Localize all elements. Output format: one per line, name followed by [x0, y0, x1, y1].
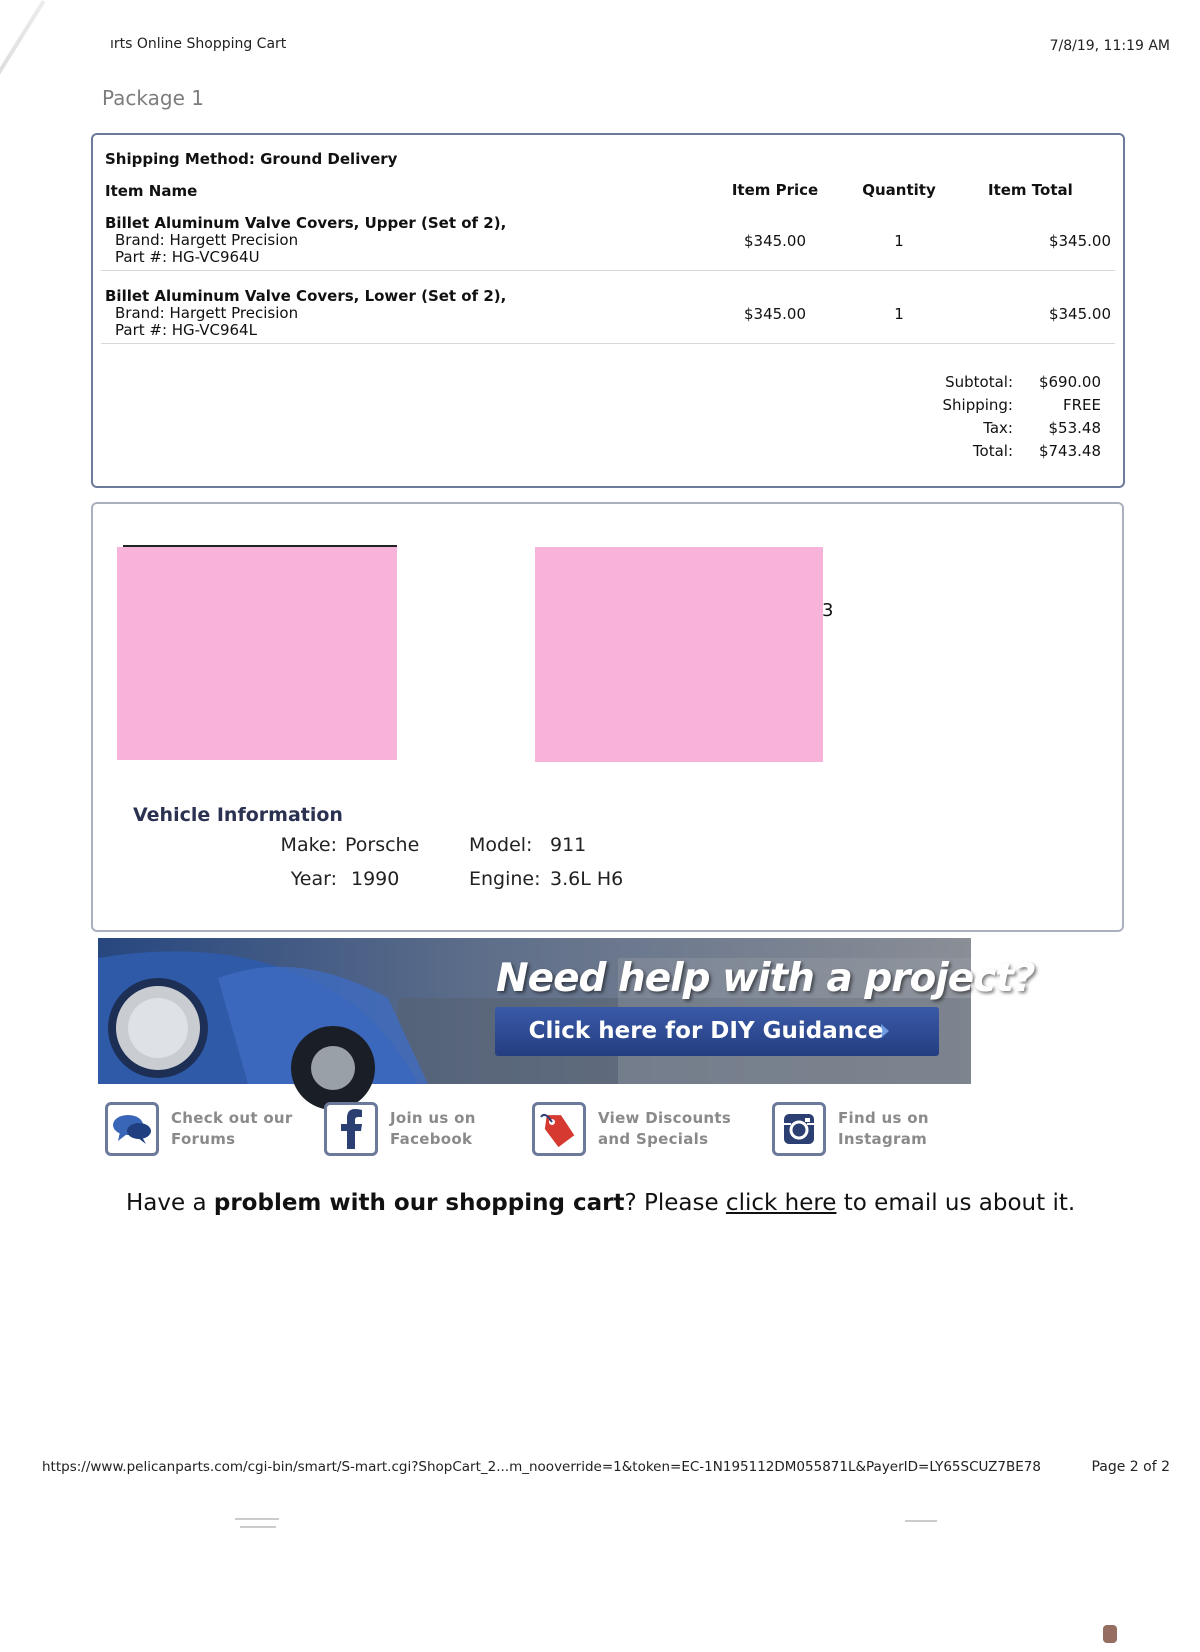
scan-streak — [0, 0, 45, 142]
column-header-item-price: Item Price — [731, 181, 819, 199]
shipping-label: Shipping: — [942, 396, 1013, 414]
banner-headline: Need help with a project? — [496, 956, 1035, 1001]
item-brand: Brand: Hargett Precision — [115, 304, 299, 322]
social-label: View Discounts and Specials — [598, 1109, 732, 1148]
model-label: Model: — [469, 834, 533, 856]
facebook-link[interactable] — [324, 1102, 476, 1156]
tax-value: $53.48 — [1048, 419, 1101, 437]
scan-artifact — [235, 1518, 279, 1520]
item-quantity: 1 — [894, 305, 904, 323]
year-value: 1990 — [351, 868, 400, 890]
forums-link[interactable] — [105, 1102, 293, 1156]
cart-problem-message — [126, 1190, 1075, 1216]
tax-label: Tax: — [983, 419, 1013, 437]
total-label: Total: — [972, 442, 1013, 460]
subtotal-label: Subtotal: — [945, 373, 1013, 391]
column-header-item-total: Item Total — [988, 181, 1073, 199]
row-divider — [101, 343, 1115, 344]
help-text-pre: Have a — [126, 1190, 214, 1216]
make-label: Make: — [280, 834, 337, 856]
shipping-method: Shipping Method: Ground Delivery — [105, 150, 398, 168]
print-header-timestamp: 7/8/19, 11:19 AM — [1049, 38, 1170, 54]
print-header-title: ırts Online Shopping Cart — [110, 36, 287, 52]
item-part-number: Part #: HG-VC964L — [115, 321, 257, 339]
scan-artifact — [905, 1520, 937, 1522]
diy-guidance-banner[interactable] — [98, 938, 1035, 1084]
price-tag-icon — [532, 1102, 586, 1156]
redacted-billing-address — [535, 547, 823, 762]
item-quantity: 1 — [894, 232, 904, 250]
scan-artifact — [240, 1526, 276, 1528]
row-divider — [101, 270, 1115, 271]
scan-artifact — [1103, 1625, 1117, 1643]
help-text-mid: ? Please — [624, 1190, 726, 1216]
discounts-link[interactable] — [532, 1102, 731, 1156]
speech-bubbles-icon — [105, 1102, 159, 1156]
vehicle-info-heading: Vehicle Information — [133, 804, 343, 826]
subtotal-value: $690.00 — [1038, 373, 1101, 391]
facebook-icon — [324, 1102, 378, 1156]
banner-cta-button[interactable]: Click here for DIY Guidance — [528, 1018, 884, 1044]
item-part-number: Part #: HG-VC964U — [115, 248, 260, 266]
print-footer-url: https://www.pelicanparts.com/cgi-bin/smart/S-mart.cgi?ShopCart_2...m_nooverride=1&token=EC-1N195112DM055871L&PayerID=LY65SCUZ7BE78 — [42, 1459, 1041, 1475]
item-brand: Brand: Hargett Precision — [115, 231, 299, 249]
item-price: $345.00 — [743, 232, 807, 250]
total-value: $743.48 — [1038, 442, 1101, 460]
item-name: Billet Aluminum Valve Covers, Lower (Set of 2), — [105, 287, 507, 305]
make-value: Porsche — [345, 834, 420, 856]
model-value: 911 — [550, 834, 587, 856]
social-label: Find us on Instagram — [838, 1109, 929, 1148]
help-text-bold: problem with our shopping cart — [213, 1190, 625, 1216]
table-row — [105, 288, 506, 339]
instagram-link[interactable] — [772, 1102, 929, 1156]
print-footer-page-number: Page 2 of 2 — [1091, 1459, 1170, 1475]
engine-value: 3.6L H6 — [550, 868, 624, 890]
order-summary-box — [91, 133, 1125, 488]
engine-label: Engine: — [469, 868, 541, 890]
item-name: Billet Aluminum Valve Covers, Upper (Set of 2), — [105, 214, 507, 232]
social-label: Join us on Facebook — [390, 1109, 476, 1148]
item-total: $345.00 — [1048, 232, 1111, 250]
item-total: $345.00 — [1048, 305, 1111, 323]
address-vehicle-box — [91, 502, 1124, 932]
package-title: Package 1 — [102, 86, 204, 110]
column-header-item-name: Item Name — [105, 182, 198, 200]
billing-address-fragment: 3 — [822, 600, 834, 621]
social-label: Check out our Forums — [171, 1109, 293, 1148]
email-us-link[interactable]: click here — [725, 1190, 837, 1216]
shipping-value: FREE — [1062, 396, 1101, 414]
help-text-post: to email us about it. — [836, 1190, 1076, 1216]
column-header-quantity: Quantity — [862, 181, 936, 199]
item-price: $345.00 — [743, 305, 807, 323]
year-label: Year: — [290, 868, 337, 890]
instagram-icon — [772, 1102, 826, 1156]
redacted-shipping-address — [117, 547, 397, 760]
table-row — [105, 215, 506, 266]
